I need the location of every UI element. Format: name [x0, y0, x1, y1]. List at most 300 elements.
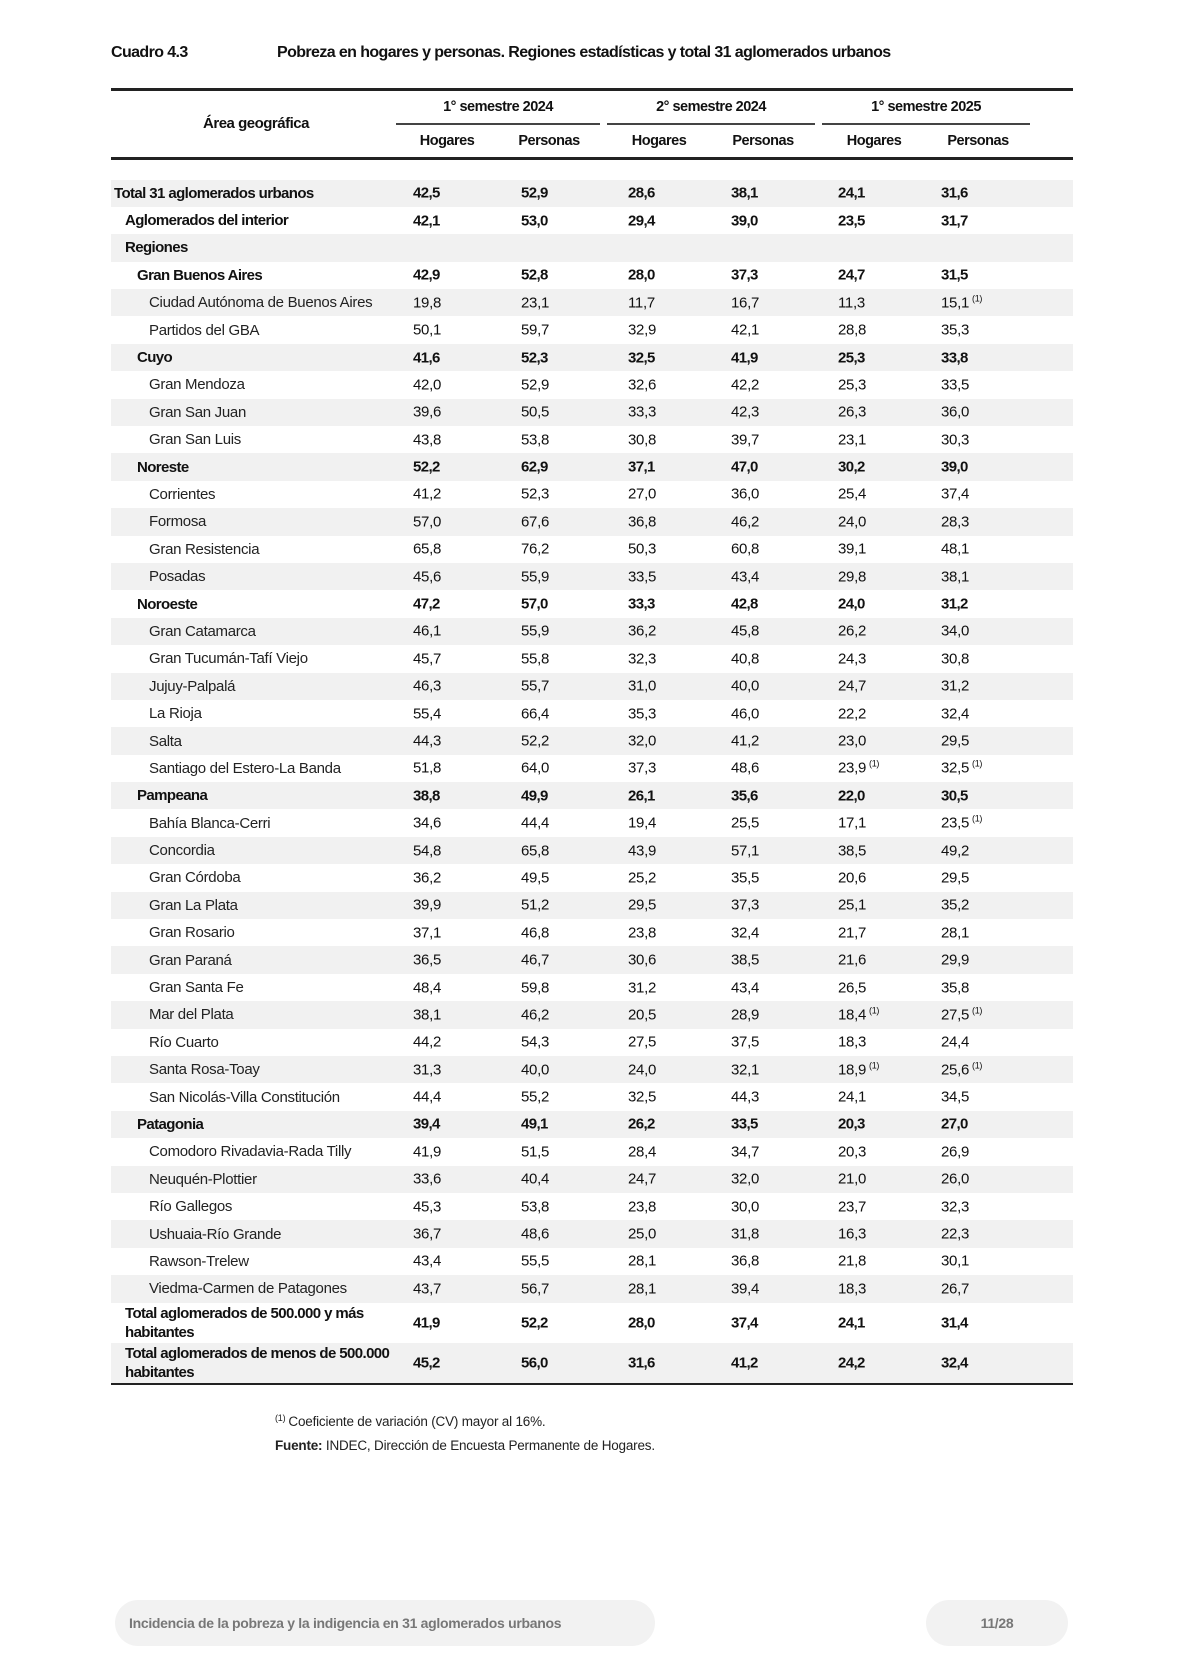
value-cell	[929, 787, 1041, 804]
value-cell	[401, 869, 513, 886]
value-cell	[509, 185, 621, 202]
table-row	[111, 1001, 1073, 1028]
value: 28,1	[628, 1252, 656, 1270]
value-cell	[929, 349, 1041, 366]
value: 26,9	[941, 1143, 969, 1161]
table-row	[111, 673, 1073, 700]
value: 32,0	[628, 732, 656, 750]
value: 25,4	[838, 485, 866, 503]
value-cell	[929, 486, 1041, 503]
value-cell	[509, 513, 621, 530]
row-label: Mar del Plata	[149, 1006, 234, 1024]
value-cell	[616, 787, 728, 804]
row-label: Gran Mendoza	[149, 376, 245, 394]
value: 37,4	[941, 485, 969, 503]
value: 33,5	[628, 568, 656, 586]
value-cell	[719, 404, 831, 421]
col-personas: Personas	[947, 132, 1009, 149]
value-cell	[401, 459, 513, 476]
value: 26,2	[838, 622, 866, 640]
value: 47,0	[731, 458, 758, 476]
value-cell	[616, 897, 728, 914]
value: 57,0	[521, 595, 548, 613]
value: 30,3	[941, 431, 969, 449]
value-cell	[401, 650, 513, 667]
value-cell	[719, 1143, 831, 1160]
value-cell	[826, 705, 938, 722]
value-cell	[616, 705, 728, 722]
value-cell	[929, 322, 1041, 339]
value: 38,5	[838, 842, 866, 860]
value: 57,1	[731, 842, 759, 860]
table-row	[111, 316, 1073, 343]
value: 45,3	[413, 1198, 441, 1216]
value: 43,9	[628, 842, 656, 860]
value-cell	[826, 979, 938, 996]
value: 59,8	[521, 979, 549, 997]
value-cell	[929, 212, 1041, 229]
col-personas: Personas	[732, 132, 794, 149]
value: 25,5	[731, 814, 759, 832]
value-cell	[616, 349, 728, 366]
value-cell	[826, 1034, 938, 1051]
value: 25,0	[628, 1225, 656, 1243]
value-cell	[401, 212, 513, 229]
value-cell	[719, 1253, 831, 1270]
value-cell	[509, 267, 621, 284]
value: 23,8	[628, 924, 656, 942]
value-cell	[826, 1354, 938, 1371]
value: 65,8	[413, 540, 441, 558]
value: 31,8	[731, 1225, 759, 1243]
value-cell	[826, 897, 938, 914]
table-body	[111, 180, 1073, 1383]
value: 42,2	[731, 376, 759, 394]
value-cell	[401, 924, 513, 941]
value-cell	[401, 349, 513, 366]
value: 51,2	[521, 896, 549, 914]
table-row	[111, 974, 1073, 1001]
value: 37,3	[731, 266, 758, 284]
value-cell	[719, 842, 831, 859]
value-cell	[509, 376, 621, 393]
table-row	[111, 207, 1073, 234]
value: 45,6	[413, 568, 441, 586]
value-cell	[616, 212, 728, 229]
table-row	[111, 399, 1073, 426]
value-cell	[509, 650, 621, 667]
value: 46,0	[731, 705, 759, 723]
table-row	[111, 1083, 1073, 1110]
value: 50,1	[413, 321, 441, 339]
row-label: Gran La Plata	[149, 896, 238, 914]
table-row	[111, 508, 1073, 535]
value: 32,4	[731, 924, 759, 942]
value-cell	[719, 979, 831, 996]
value-cell	[616, 404, 728, 421]
value-cell	[826, 486, 938, 503]
value-cell	[401, 1226, 513, 1243]
value: 53,8	[521, 1198, 549, 1216]
table-row	[111, 1248, 1073, 1275]
cv-note-mark: (1)	[972, 1060, 983, 1071]
value: 52,2	[413, 458, 440, 476]
value: 36,0	[731, 485, 759, 503]
value: 26,2	[628, 1115, 655, 1133]
value-cell	[826, 541, 938, 558]
row-label: Rawson-Trelew	[149, 1252, 249, 1270]
value: 57,0	[413, 513, 441, 531]
value: 36,5	[413, 951, 441, 969]
value-cell	[401, 842, 513, 859]
value: 42,5	[413, 184, 440, 202]
table-row	[111, 289, 1073, 316]
value-cell	[616, 623, 728, 640]
value-cell	[719, 760, 831, 777]
value-cell	[401, 568, 513, 585]
value-cell	[401, 760, 513, 777]
value-cell	[719, 1089, 831, 1106]
value-cell	[929, 897, 1041, 914]
table-row	[111, 1138, 1073, 1165]
value-cell	[401, 267, 513, 284]
value: 44,3	[731, 1088, 759, 1106]
value-cell	[826, 1171, 938, 1188]
value: 24,0	[838, 513, 866, 531]
value-cell	[719, 897, 831, 914]
value-cell	[509, 431, 621, 448]
value-cell	[826, 513, 938, 530]
value: 33,3	[628, 595, 655, 613]
value-cell	[826, 1089, 938, 1106]
row-label: Santiago del Estero-La Banda	[149, 759, 341, 777]
row-label: Gran Resistencia	[149, 540, 260, 558]
value-cell	[929, 1034, 1041, 1051]
value: 18,3	[838, 1280, 866, 1298]
value: 46,7	[521, 951, 549, 969]
value: 17,1	[838, 814, 866, 832]
value: 30,8	[941, 650, 969, 668]
value: 39,6	[413, 403, 441, 421]
value: 31,2	[941, 677, 969, 695]
value: 23,8	[628, 1198, 656, 1216]
value: 29,5	[628, 896, 656, 914]
row-label: Gran Buenos Aires	[137, 266, 263, 284]
value-cell	[509, 678, 621, 695]
value: 36,2	[628, 622, 656, 640]
value-cell	[616, 1198, 728, 1215]
col-hogares: Hogares	[631, 132, 687, 149]
col-hogares: Hogares	[419, 132, 475, 149]
value: 18,9	[838, 1061, 866, 1079]
value-cell	[826, 1253, 938, 1270]
value: 24,1	[838, 184, 865, 202]
value: 28,3	[941, 513, 969, 531]
value: 26,7	[941, 1280, 969, 1298]
value-cell	[509, 623, 621, 640]
value: 43,4	[413, 1252, 441, 1270]
table-row	[111, 755, 1073, 782]
value: 45,8	[731, 622, 759, 640]
value-cell	[616, 1034, 728, 1051]
cv-note-mark: (1)	[972, 813, 983, 824]
value: 35,6	[731, 787, 758, 805]
value-cell	[719, 568, 831, 585]
value: 55,4	[413, 705, 441, 723]
value: 46,1	[413, 622, 441, 640]
value-cell	[509, 952, 621, 969]
table-number: Cuadro 4.3	[111, 44, 188, 61]
value-cell	[826, 459, 938, 476]
value-cell	[719, 322, 831, 339]
value-cell	[826, 1314, 938, 1331]
value-cell	[401, 294, 513, 311]
value-cell	[826, 267, 938, 284]
table-row	[111, 782, 1073, 809]
value: 11,3	[838, 294, 865, 312]
value: 20,5	[628, 1006, 656, 1024]
value-cell	[616, 1171, 728, 1188]
value-cell	[401, 787, 513, 804]
value: 28,8	[838, 321, 866, 339]
value-cell	[509, 1280, 621, 1297]
table-row	[111, 1056, 1073, 1083]
cv-note-mark: (1)	[869, 758, 880, 769]
value-cell	[719, 185, 831, 202]
value-cell	[616, 1226, 728, 1243]
footnote-text: Coeficiente de variación (CV) mayor al 16%.	[288, 1414, 546, 1429]
value: 38,8	[413, 787, 440, 805]
value-cell	[616, 486, 728, 503]
table-row	[111, 536, 1073, 563]
value-cell	[719, 815, 831, 832]
value: 33,5	[941, 376, 969, 394]
value-cell	[719, 623, 831, 640]
value-cell	[826, 760, 938, 777]
value: 31,6	[941, 184, 968, 202]
value: 26,3	[838, 403, 866, 421]
value: 37,3	[731, 896, 759, 914]
value-cell	[616, 596, 728, 613]
value: 44,2	[413, 1033, 441, 1051]
row-label: Río Cuarto	[149, 1033, 219, 1051]
value: 55,9	[521, 568, 549, 586]
value: 25,3	[838, 349, 865, 367]
value-cell	[719, 1006, 831, 1023]
value: 55,8	[521, 650, 549, 668]
table-title: Pobreza en hogares y personas. Regiones estadísticas y total 31 aglomerados urbanos	[277, 44, 891, 61]
value-cell	[616, 733, 728, 750]
value: 26,0	[941, 1170, 969, 1188]
value-cell	[509, 459, 621, 476]
row-label: Gran Santa Fe	[149, 979, 244, 997]
value: 33,5	[731, 1115, 758, 1133]
value-cell	[401, 623, 513, 640]
value: 51,8	[413, 759, 441, 777]
table-row	[111, 892, 1073, 919]
value-cell	[509, 1061, 621, 1078]
value-cell	[719, 212, 831, 229]
value-cell	[719, 294, 831, 311]
value: 30,0	[731, 1198, 759, 1216]
value: 31,7	[941, 212, 968, 230]
value: 52,9	[521, 376, 549, 394]
value: 43,7	[413, 1280, 441, 1298]
value: 34,6	[413, 814, 441, 832]
period-group-3	[822, 91, 1030, 157]
value-cell	[509, 1253, 621, 1270]
value: 50,5	[521, 403, 549, 421]
value-cell	[929, 431, 1041, 448]
poverty-table	[111, 88, 1073, 1385]
period-label: 1° semestre 2025	[871, 99, 981, 115]
value: 21,6	[838, 951, 866, 969]
value-cell	[509, 1171, 621, 1188]
value-cell	[719, 650, 831, 667]
value: 40,0	[731, 677, 759, 695]
value-cell	[401, 678, 513, 695]
table-row	[111, 645, 1073, 672]
value: 24,2	[838, 1354, 865, 1372]
value: 29,5	[941, 869, 969, 887]
value-cell	[401, 815, 513, 832]
value-cell	[929, 1061, 1041, 1078]
value: 60,8	[731, 540, 759, 558]
value: 65,8	[521, 842, 549, 860]
value: 39,0	[941, 458, 968, 476]
value-cell	[401, 513, 513, 530]
cv-note-mark: (1)	[869, 1005, 880, 1016]
value-cell	[719, 541, 831, 558]
value-cell	[826, 869, 938, 886]
value-cell	[929, 705, 1041, 722]
value-cell	[719, 952, 831, 969]
value: 23,9	[838, 759, 866, 777]
table-row	[111, 180, 1073, 207]
row-label: Noroeste	[137, 595, 198, 613]
table-row	[111, 1111, 1073, 1138]
value: 41,9	[731, 349, 758, 367]
row-label: Patagonia	[137, 1115, 204, 1133]
value: 31,4	[941, 1314, 968, 1332]
value-cell	[929, 815, 1041, 832]
value: 55,7	[521, 677, 549, 695]
value-cell	[719, 924, 831, 941]
value-cell	[929, 185, 1041, 202]
value: 33,3	[628, 403, 656, 421]
table-row	[111, 1029, 1073, 1056]
source-label: Fuente:	[275, 1438, 323, 1453]
row-label: Total aglomerados de 500.000 y más habitantes	[125, 1304, 364, 1341]
value: 28,4	[628, 1143, 656, 1161]
value: 42,0	[413, 376, 441, 394]
value: 40,4	[521, 1170, 549, 1188]
value: 49,5	[521, 869, 549, 887]
row-label: Pampeana	[137, 787, 208, 805]
value-cell	[719, 459, 831, 476]
value: 22,2	[838, 705, 866, 723]
value-cell	[826, 596, 938, 613]
value-cell	[929, 459, 1041, 476]
value-cell	[509, 1006, 621, 1023]
row-label: Santa Rosa-Toay	[149, 1061, 260, 1079]
value: 35,5	[731, 869, 759, 887]
value-cell	[929, 1198, 1041, 1215]
value: 36,2	[413, 869, 441, 887]
row-label: Cuyo	[137, 349, 173, 367]
value-cell	[826, 1061, 938, 1078]
row-label: Noreste	[137, 458, 189, 476]
value: 25,6	[941, 1061, 969, 1079]
value: 31,0	[628, 677, 656, 695]
value: 25,3	[838, 376, 866, 394]
value-cell	[401, 1116, 513, 1133]
value: 29,8	[838, 568, 866, 586]
value: 36,8	[628, 513, 656, 531]
value-cell	[616, 815, 728, 832]
value: 27,5	[628, 1033, 656, 1051]
value-cell	[929, 1171, 1041, 1188]
value: 32,0	[731, 1170, 759, 1188]
period-label: 1° semestre 2024	[443, 99, 553, 115]
value-cell	[826, 678, 938, 695]
value: 28,6	[628, 184, 655, 202]
value: 23,1	[838, 431, 866, 449]
value: 32,4	[941, 705, 969, 723]
value-cell	[509, 294, 621, 311]
value-cell	[509, 541, 621, 558]
value-cell	[401, 952, 513, 969]
value-cell	[719, 1354, 831, 1371]
value: 27,0	[941, 1115, 968, 1133]
row-label: Neuquén-Plottier	[149, 1170, 257, 1188]
row-label: La Rioja	[149, 705, 202, 723]
page-number: 11/28	[926, 1600, 1068, 1646]
value-cell	[929, 568, 1041, 585]
value-cell	[401, 733, 513, 750]
value: 54,8	[413, 842, 441, 860]
value: 32,5	[628, 1088, 656, 1106]
value-cell	[616, 678, 728, 695]
row-label: Gran Paraná	[149, 951, 232, 969]
value-cell	[509, 842, 621, 859]
value: 49,9	[521, 787, 548, 805]
value-cell	[509, 733, 621, 750]
value-cell	[401, 431, 513, 448]
value: 23,5	[838, 212, 865, 230]
value: 39,7	[731, 431, 759, 449]
value: 24,7	[838, 266, 865, 284]
value-cell	[826, 294, 938, 311]
table-row	[111, 453, 1073, 480]
value: 23,5	[941, 814, 969, 832]
value-cell	[401, 1006, 513, 1023]
value-cell	[929, 924, 1041, 941]
value-cell	[719, 1226, 831, 1243]
value-cell	[509, 787, 621, 804]
value: 24,1	[838, 1314, 865, 1332]
value-cell	[826, 431, 938, 448]
value-cell	[616, 1253, 728, 1270]
value-cell	[719, 678, 831, 695]
value-cell	[401, 1061, 513, 1078]
row-label: Regiones	[125, 239, 188, 257]
value-cell	[616, 541, 728, 558]
value-cell	[616, 267, 728, 284]
value: 37,3	[628, 759, 656, 777]
value: 36,8	[731, 1252, 759, 1270]
value: 20,3	[838, 1143, 866, 1161]
